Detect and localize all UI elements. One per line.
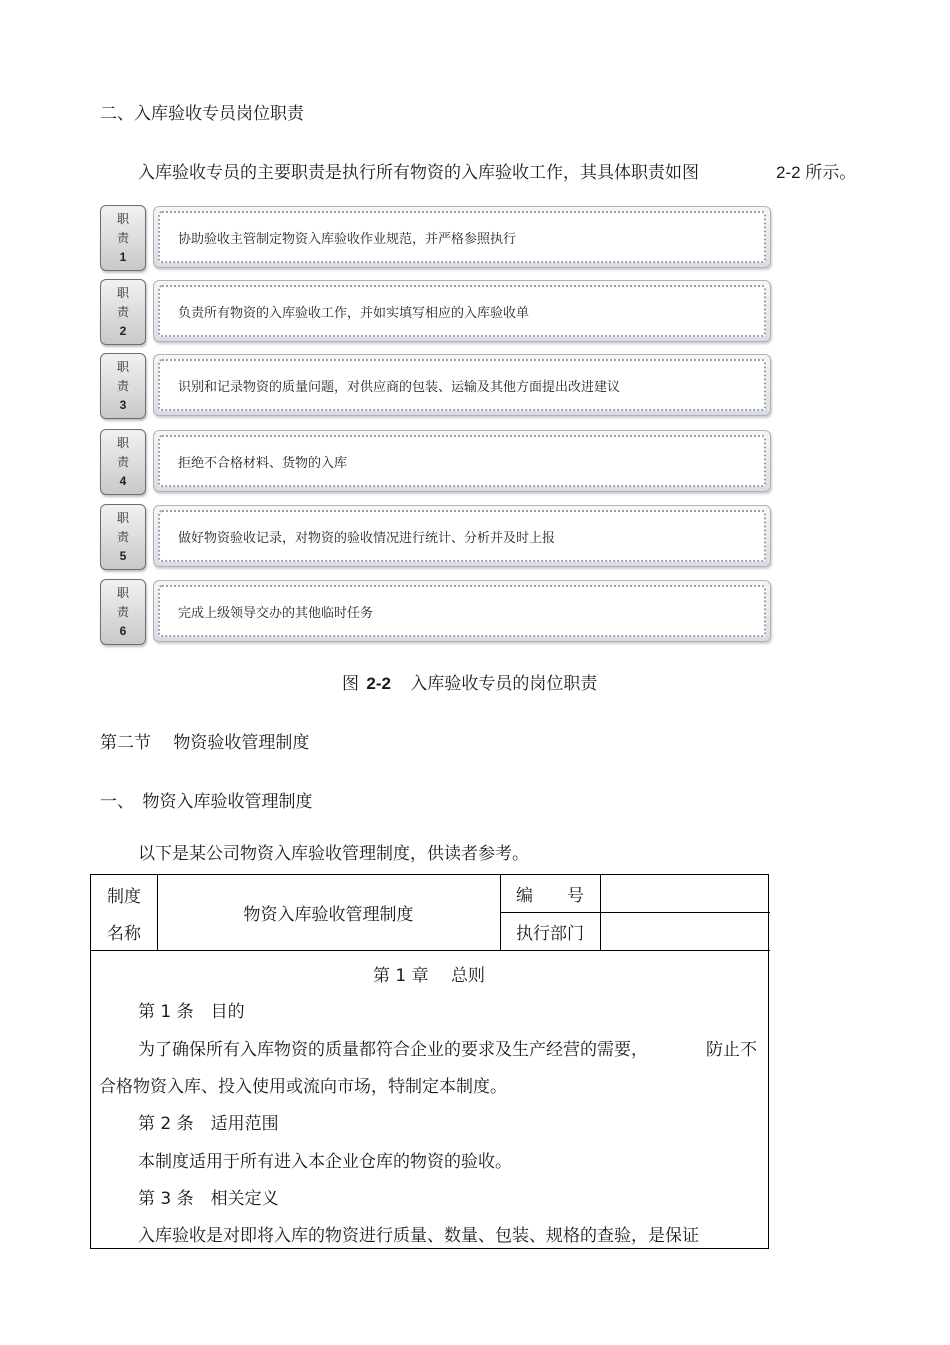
article1-title: 第 1 条 目的 xyxy=(138,1002,245,1022)
article1-line1: 为了确保所有入库物资的质量都符合企业的要求及生产经营的需要， xyxy=(138,1040,648,1060)
article1-line2: 合格物资入库、投入使用或流向市场，特制定本制度。 xyxy=(99,1077,507,1097)
duty-tag xyxy=(100,579,146,645)
duty-tag-char: 职 xyxy=(116,211,129,226)
regulation-name: 物资入库验收管理制度 xyxy=(243,905,414,925)
duty-tag-char: 责 xyxy=(116,529,129,544)
duty-text: 协助验收主管制定物资入库验收作业规范，并严格参照执行 xyxy=(158,211,766,263)
duty-tag-char: 责 xyxy=(116,304,129,319)
intro-figure-ref: 2-2 所示。 xyxy=(776,163,857,182)
duty-item xyxy=(100,504,774,570)
figure-caption-text: 入库验收专员的岗位职责 xyxy=(410,674,598,694)
duty-number: 1 xyxy=(119,249,127,264)
article1-line1-tail: 防止不 xyxy=(706,1040,757,1060)
duty-item xyxy=(100,579,774,645)
duty-item xyxy=(100,205,774,271)
name-label-2: 名称 xyxy=(107,924,141,944)
duty-tag xyxy=(100,429,146,495)
duty-box xyxy=(153,505,771,567)
duty-number: 2 xyxy=(119,323,127,338)
duty-text: 完成上级领导交办的其他临时任务 xyxy=(158,585,766,637)
section2-heading: 第二节 物资验收管理制度 xyxy=(100,733,310,753)
article3-text: 入库验收是对即将入库的物资进行质量、数量、包装、规格的查验，是保证 xyxy=(138,1226,699,1246)
duty-tag-char: 职 xyxy=(116,510,129,525)
name-label-1: 制度 xyxy=(107,886,141,907)
duty-item xyxy=(100,279,774,345)
article3-title: 第 3 条 相关定义 xyxy=(138,1189,279,1209)
subsection-heading: 一、 物资入库验收管理制度 xyxy=(100,792,313,812)
section-heading: 二、入库验收专员岗位职责 xyxy=(100,104,304,124)
duty-tag-char: 职 xyxy=(116,359,129,374)
duty-number: 3 xyxy=(119,397,127,412)
duty-number: 6 xyxy=(119,623,127,638)
duty-box xyxy=(153,280,771,342)
duty-item xyxy=(100,353,774,419)
duty-tag-char: 职 xyxy=(116,285,129,300)
duty-box xyxy=(153,206,771,268)
dept-value xyxy=(600,912,770,950)
duty-tag-char: 责 xyxy=(116,230,129,245)
duty-tag-char: 责 xyxy=(116,378,129,393)
article2-title: 第 2 条 适用范围 xyxy=(138,1114,279,1134)
article2-text: 本制度适用于所有进入本企业仓库的物资的验收。 xyxy=(138,1152,512,1172)
duty-tag-char: 职 xyxy=(116,435,129,450)
duty-box xyxy=(153,354,771,416)
figure-caption xyxy=(342,669,597,694)
regulation-table xyxy=(90,874,769,1249)
duty-tag xyxy=(100,353,146,419)
duty-text: 负责所有物资的入库验收工作，并如实填写相应的入库验收单 xyxy=(158,285,766,337)
duty-tag xyxy=(100,205,146,271)
intro-text: 入库验收专员的主要职责是执行所有物资的入库验收工作，其具体职责如图 xyxy=(138,163,699,183)
duty-tag xyxy=(100,279,146,345)
duty-tag-char: 责 xyxy=(116,454,129,469)
dept-label: 执行部门 xyxy=(516,923,584,944)
duty-text: 识别和记录物资的质量问题，对供应商的包装、运输及其他方面提出改进建议 xyxy=(158,359,766,411)
lead-in-text: 以下是某公司物资入库验收管理制度，供读者参考。 xyxy=(138,844,529,864)
figure-caption-number: 2-2 xyxy=(366,674,391,693)
duty-text: 拒绝不合格材料、货物的入库 xyxy=(158,435,766,487)
duty-number: 5 xyxy=(119,548,127,563)
code-label: 编 号 xyxy=(516,886,584,906)
duty-text: 做好物资验收记录，对物资的验收情况进行统计、分析并及时上报 xyxy=(158,510,766,562)
duty-number: 4 xyxy=(119,473,127,488)
figure-caption-prefix: 图 xyxy=(342,674,359,694)
duty-item xyxy=(100,429,774,495)
chapter-title: 第 1 章 总则 xyxy=(373,966,486,986)
duty-tag xyxy=(100,504,146,570)
duty-box xyxy=(153,430,771,492)
duty-tag-char: 职 xyxy=(116,585,129,600)
duty-box xyxy=(153,580,771,642)
table-divider xyxy=(91,950,770,951)
duty-tag-char: 责 xyxy=(116,604,129,619)
code-value xyxy=(600,875,770,912)
